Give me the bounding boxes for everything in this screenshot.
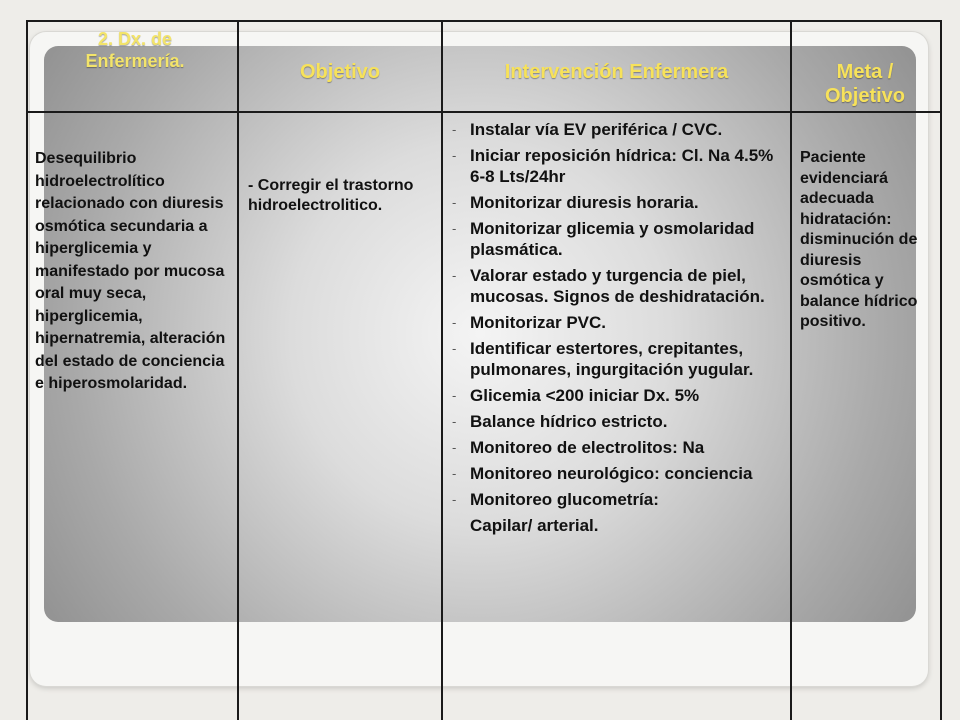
header-objetivo: Objetivo <box>299 61 380 83</box>
bullet-dash: - <box>452 440 457 455</box>
intervention-text: Iniciar reposición hídrica: Cl. Na 4.5% 6-8 Lts/24hr <box>470 146 774 186</box>
goal-cell: Paciente evidenciará adecuada hidratación: disminución de diuresis osmótica y balance hídrico positivo. <box>800 149 918 330</box>
bullet-dash: - <box>452 148 457 163</box>
intervention-item <box>452 411 787 432</box>
intervention-item-tail: Capilar/ arterial. <box>470 516 599 535</box>
bullet-dash: - <box>452 195 457 210</box>
intervention-text: Instalar vía EV periférica / CVC. <box>470 120 723 139</box>
table-header-divider <box>26 111 942 113</box>
table-col-divider-3 <box>790 20 792 720</box>
intervention-text: Glicemia <200 iniciar Dx. 5% <box>470 386 700 405</box>
intervention-item <box>452 265 787 307</box>
bullet-dash: - <box>452 341 457 356</box>
bullet-dash: - <box>452 388 457 403</box>
objective-cell: - Corregir el trastorno hidroelectrolitico. <box>248 177 414 214</box>
interventions-list <box>452 119 787 510</box>
bullet-dash: - <box>452 315 457 330</box>
intervention-text: Balance hídrico estricto. <box>470 412 668 431</box>
intervention-text: Monitoreo glucometría: <box>470 490 659 509</box>
table-col-divider-1 <box>237 20 239 720</box>
intervention-text: Valorar estado y turgencia de piel, mucosas. Signos de deshidratación. <box>470 266 765 306</box>
header-meta-objetivo: Meta / Objetivo <box>824 61 905 107</box>
intervention-item <box>452 192 787 213</box>
intervention-item <box>452 489 787 510</box>
header-intervencion: Intervención Enfermera <box>504 61 729 83</box>
intervention-text: Monitorizar diuresis horaria. <box>470 193 699 212</box>
intervention-text: Identificar estertores, crepitantes, pulmonares, ingurgitación yugular. <box>470 339 754 379</box>
header-dx-enfermeria: 2. Dx. de Enfermería. <box>85 29 185 71</box>
intervention-text: Monitorizar glicemia y osmolaridad plasmática. <box>470 219 755 259</box>
diagnosis-cell: Desequilibrio hidroelectrolítico relacionado con diuresis osmótica secundaria a hiperglicemia y manifestado por mucosa oral muy seca, hiperglicemia, hipernatremia, alteración del estado de conciencia e hiperosmolaridad. <box>35 150 226 392</box>
table-top-border <box>26 20 942 22</box>
intervention-item <box>452 312 787 333</box>
intervention-text: Monitoreo neurológico: conciencia <box>470 464 753 483</box>
table-left-border <box>26 20 28 720</box>
interventions-cell <box>452 119 787 536</box>
intervention-item <box>452 437 787 458</box>
intervention-item <box>452 145 787 187</box>
bullet-dash: - <box>452 268 457 283</box>
bullet-dash: - <box>452 414 457 429</box>
intervention-item <box>452 338 787 380</box>
intervention-item <box>452 218 787 260</box>
bullet-dash: - <box>452 221 457 236</box>
intervention-text: Monitorizar PVC. <box>470 313 607 332</box>
table-col-divider-2 <box>441 20 443 720</box>
intervention-item <box>452 385 787 406</box>
table-right-border <box>940 20 942 720</box>
bullet-dash: - <box>452 492 457 507</box>
intervention-item <box>452 463 787 484</box>
intervention-text: Monitoreo de electrolitos: Na <box>470 438 705 457</box>
bullet-dash: - <box>452 466 457 481</box>
intervention-item <box>452 119 787 140</box>
bullet-dash: - <box>452 122 457 137</box>
